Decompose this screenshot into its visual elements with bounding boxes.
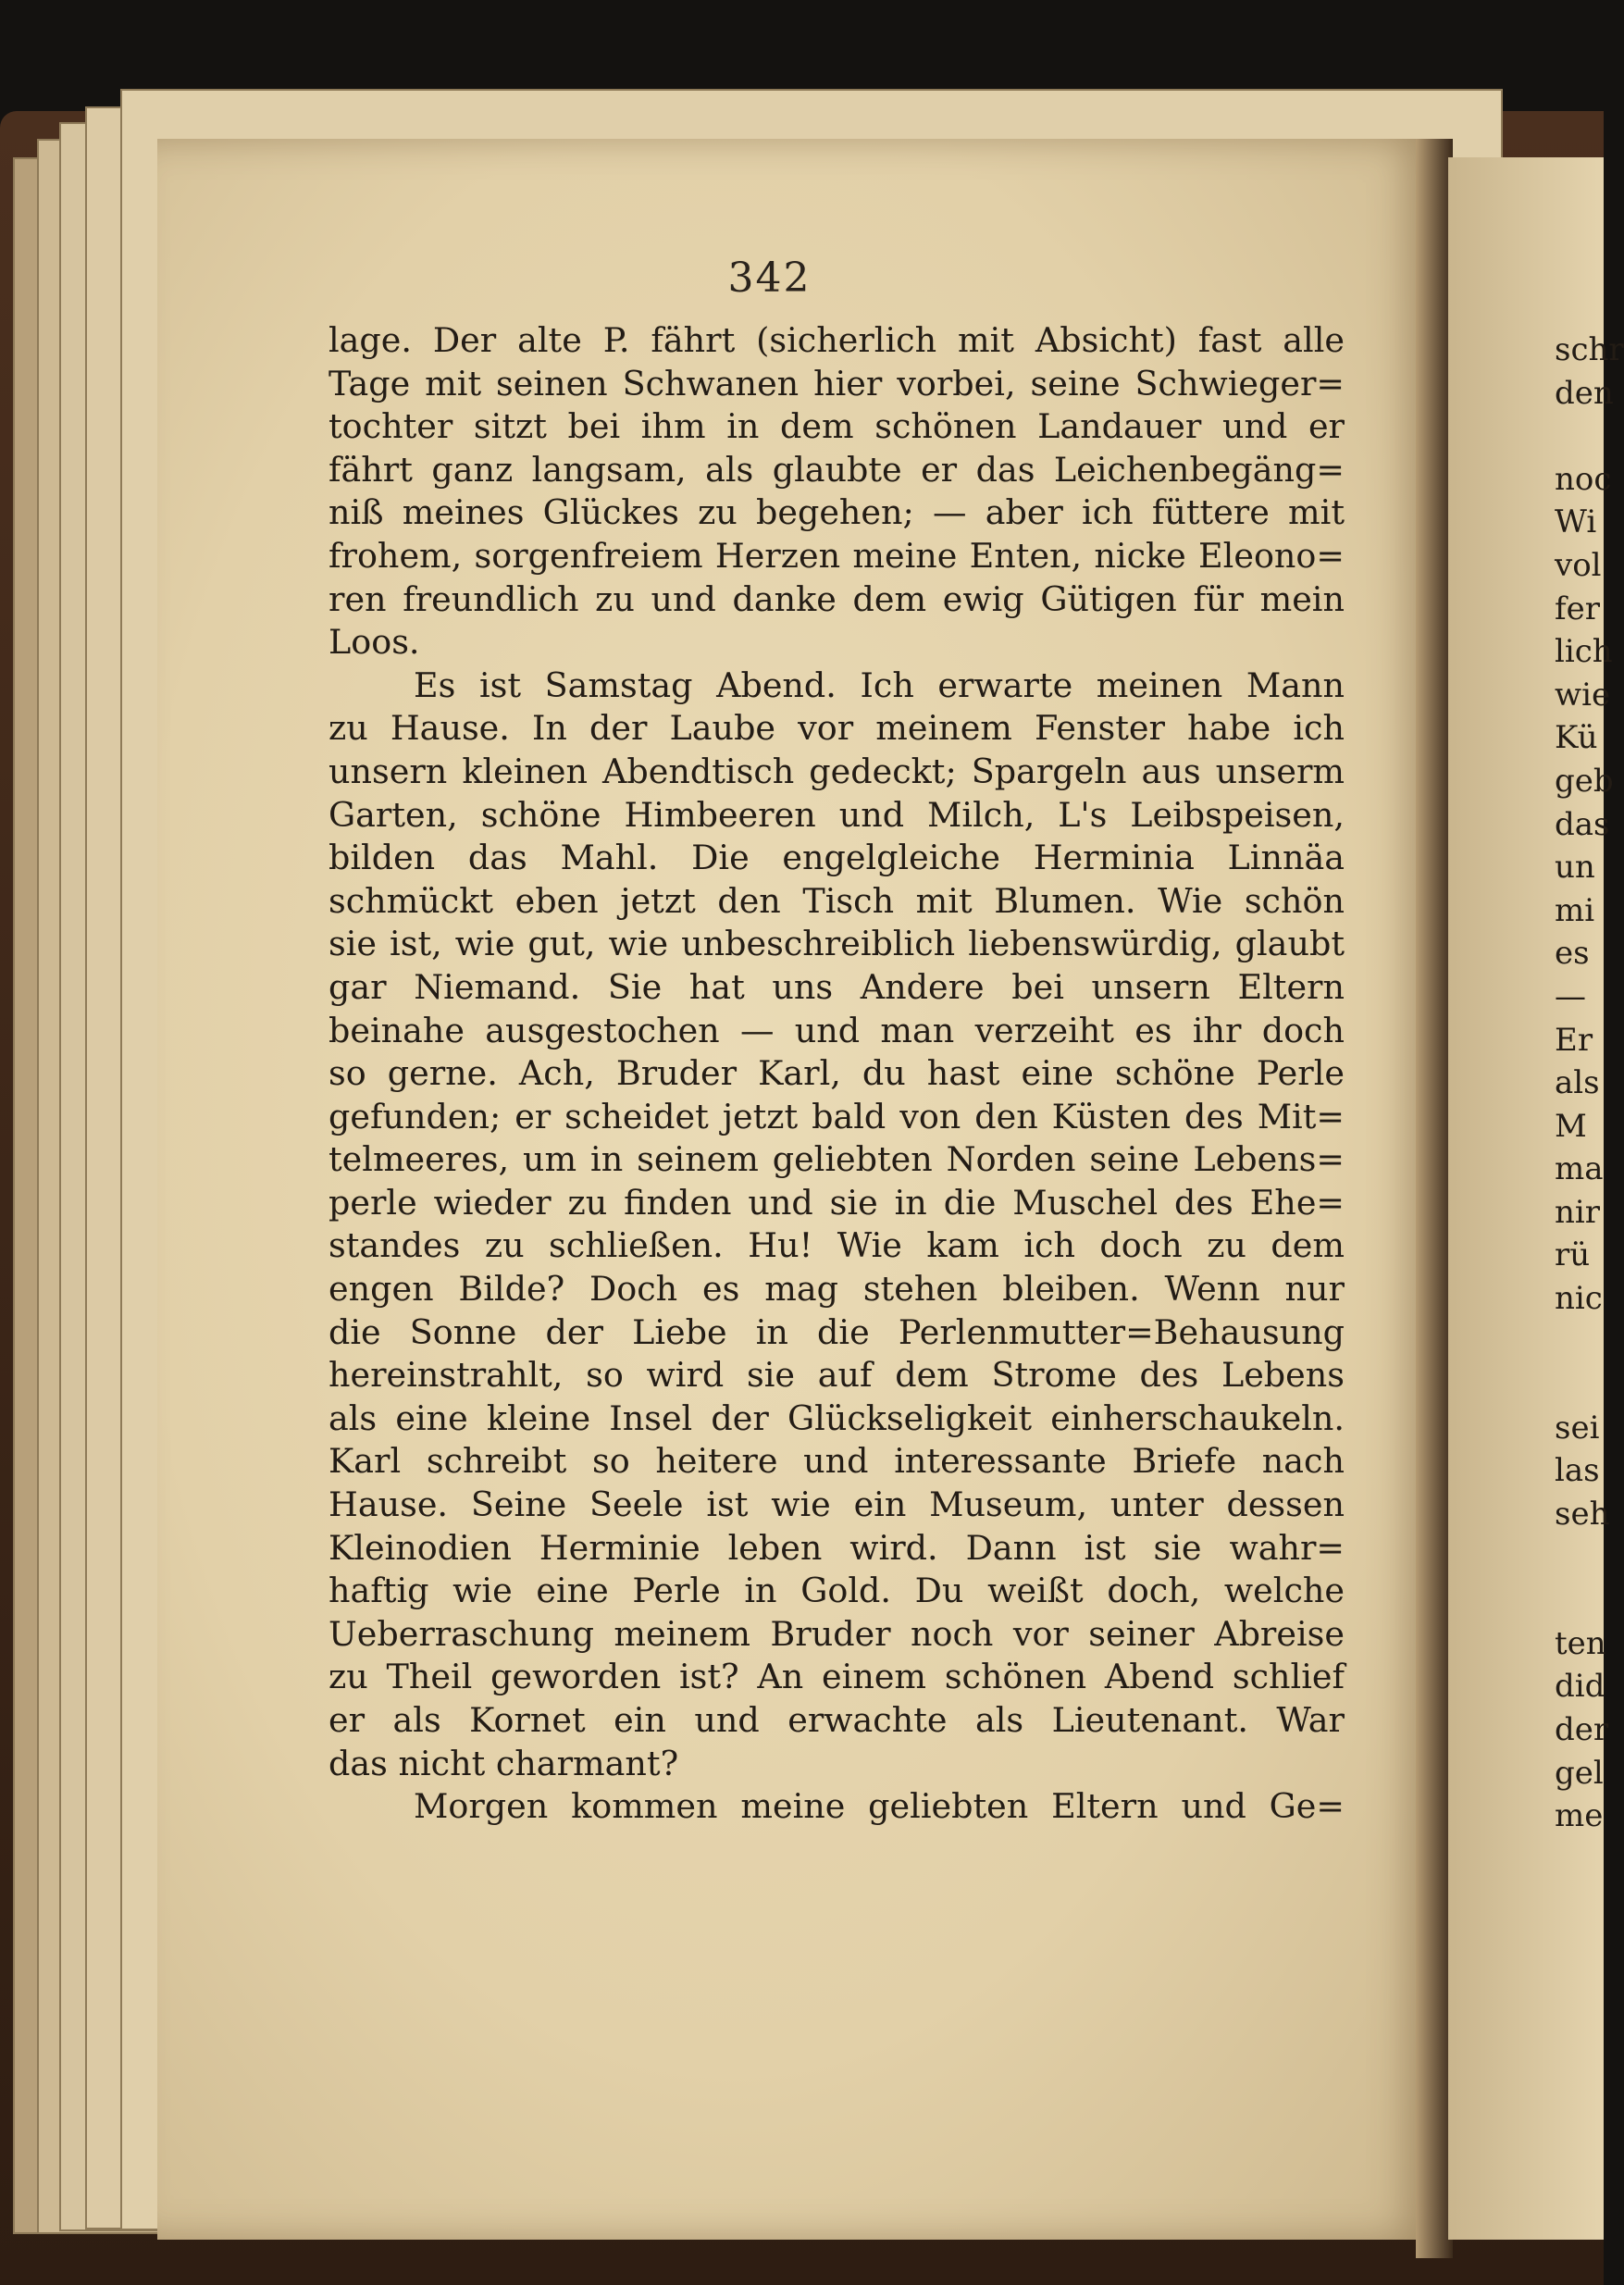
text-line: Kleinodien Herminie leben wird. Dann ist sie wahr= bbox=[329, 1527, 1345, 1568]
body-text bbox=[329, 319, 1345, 1829]
text-line: telmeeres, um in seinem geliebten Norden seine Lebens= bbox=[329, 1139, 1345, 1180]
text-line: gefunden; er scheidet jetzt bald von den Küsten des Mit= bbox=[329, 1096, 1345, 1136]
facing-page-fragment: rü bbox=[1555, 1236, 1591, 1274]
facing-page-fragment: Kü bbox=[1555, 719, 1598, 757]
text-line: er als Kornet ein und erwachte als Lieutenant. War bbox=[329, 1700, 1345, 1740]
facing-page-fragment: ten bbox=[1555, 1624, 1606, 1662]
text-line: hereinstrahlt, so wird sie auf dem Strome des Lebens bbox=[329, 1355, 1345, 1396]
text-line: fährt ganz langsam, als glaubte er das Leichenbegäng= bbox=[329, 449, 1345, 490]
facing-page-fragment: es bbox=[1555, 935, 1590, 973]
facing-page-fragment: nic bbox=[1555, 1280, 1603, 1318]
facing-page-fragment bbox=[1555, 1536, 1610, 1580]
facing-page-fragment: seh bbox=[1555, 1496, 1610, 1534]
facing-page-fragment: — bbox=[1555, 977, 1586, 1015]
facing-page-fragment bbox=[1555, 1321, 1610, 1364]
text-line: engen Bilde? Doch es mag stehen bleiben. Wenn nur bbox=[329, 1269, 1345, 1310]
text-line: Morgen kommen meine geliebten Eltern und Ge= bbox=[414, 1786, 1345, 1827]
text-line: die Sonne der Liebe in die Perlenmutter=Behausung bbox=[329, 1311, 1345, 1352]
text-line: standes zu schließen. Hu! Wie kam ich doch zu dem bbox=[329, 1225, 1345, 1266]
facing-page-fragment: mi bbox=[1555, 891, 1595, 929]
facing-page-fragment: me bbox=[1555, 1797, 1604, 1835]
text-line: zu Theil geworden ist? An einem schönen Abend schlief bbox=[329, 1657, 1345, 1697]
facing-page-fragment: als bbox=[1555, 1064, 1600, 1102]
text-line: bilden das Mahl. Die engelgleiche Herminia Linnäa bbox=[329, 838, 1345, 878]
text-line: Karl schreibt so heitere und interessante Briefe nach bbox=[329, 1441, 1345, 1482]
text-line: tochter sitzt bei ihm in dem schönen Landauer und er bbox=[329, 406, 1345, 447]
facing-page-fragment bbox=[1555, 415, 1610, 458]
facing-page-fragment bbox=[1555, 1363, 1610, 1407]
facing-page-fragment: geb bbox=[1555, 762, 1614, 800]
facing-page-fragment: der bbox=[1555, 1711, 1609, 1748]
facing-page-text bbox=[1555, 329, 1624, 1838]
text-line: perle wieder zu finden und sie in die Muschel des Ehe= bbox=[329, 1182, 1345, 1223]
text-line: schmückt eben jetzt den Tisch mit Blumen. Wie schön bbox=[329, 880, 1345, 921]
facing-page-fragment: las bbox=[1555, 1452, 1600, 1490]
facing-page-fragment: un bbox=[1555, 849, 1595, 887]
facing-page-fragment: fer bbox=[1555, 590, 1600, 627]
facing-page-fragment bbox=[1555, 1579, 1610, 1622]
text-line: Garten, schöne Himbeeren und Milch, L's Leibspeisen, bbox=[329, 794, 1345, 835]
text-line: lage. Der alte P. fährt (sicherlich mit Absicht) fast alle bbox=[329, 320, 1345, 360]
text-line: niß meines Glückes zu begehen; — aber ich füttere mit bbox=[329, 492, 1345, 533]
facing-page-fragment: gel bbox=[1555, 1754, 1604, 1792]
facing-page-fragment: wie bbox=[1555, 676, 1611, 714]
facing-page-fragment: schr bbox=[1555, 331, 1624, 368]
facing-page-fragment: M bbox=[1555, 1107, 1587, 1145]
text-line: als eine kleine Insel der Glückseligkeit einherschaukeln. bbox=[329, 1397, 1345, 1438]
text-line: frohem, sorgenfreiem Herzen meine Enten, nicke Eleono= bbox=[329, 535, 1345, 576]
facing-page-fragment: vol bbox=[1555, 546, 1602, 584]
facing-page-fragment: das bbox=[1555, 805, 1610, 843]
text-line: Es ist Samstag Abend. Ich erwarte meinen Mann bbox=[414, 664, 1345, 705]
book-gutter bbox=[1416, 139, 1453, 2258]
text-line: das nicht charmant? bbox=[329, 1743, 679, 1783]
facing-page-fragment: sei bbox=[1555, 1409, 1600, 1447]
facing-page-fragment: den bbox=[1555, 374, 1614, 412]
facing-page-fragment: lich bbox=[1555, 633, 1613, 671]
text-line: gar Niemand. Sie hat uns Andere bei unsern Eltern bbox=[329, 966, 1345, 1007]
text-line: zu Hause. In der Laube vor meinem Fenster habe ich bbox=[329, 708, 1345, 749]
page-number: 342 bbox=[727, 255, 812, 302]
text-line: Loos. bbox=[329, 622, 420, 663]
text-line: Tage mit seinen Schwanen hier vorbei, seine Schwieger= bbox=[329, 363, 1345, 404]
text-line: ren freundlich zu und danke dem ewig Gütigen für mein bbox=[329, 578, 1345, 619]
facing-page-fragment: Er bbox=[1555, 1021, 1593, 1059]
text-line: Hause. Seine Seele ist wie ein Museum, unter dessen bbox=[329, 1484, 1345, 1525]
text-line: sie ist, wie gut, wie unbeschreiblich liebenswürdig, glaubt bbox=[329, 924, 1345, 964]
facing-page-fragment: noc bbox=[1555, 460, 1612, 498]
text-line: so gerne. Ach, Bruder Karl, du hast eine schöne Perle bbox=[329, 1053, 1345, 1094]
facing-page-fragment: nir bbox=[1555, 1193, 1601, 1231]
text-line: haftig wie eine Perle in Gold. Du weißt doch, welche bbox=[329, 1571, 1345, 1611]
facing-page-fragment: Wi bbox=[1555, 503, 1597, 541]
facing-page-fragment: ma bbox=[1555, 1150, 1604, 1188]
facing-page-fragment: did bbox=[1555, 1668, 1605, 1706]
text-line: unsern kleinen Abendtisch gedeckt; Spargeln aus unserm bbox=[329, 751, 1345, 791]
text-line: beinahe ausgestochen — und man verzeiht es ihr doch bbox=[329, 1010, 1345, 1050]
text-line: Ueberraschung meinem Bruder noch vor seiner Abreise bbox=[329, 1613, 1345, 1654]
